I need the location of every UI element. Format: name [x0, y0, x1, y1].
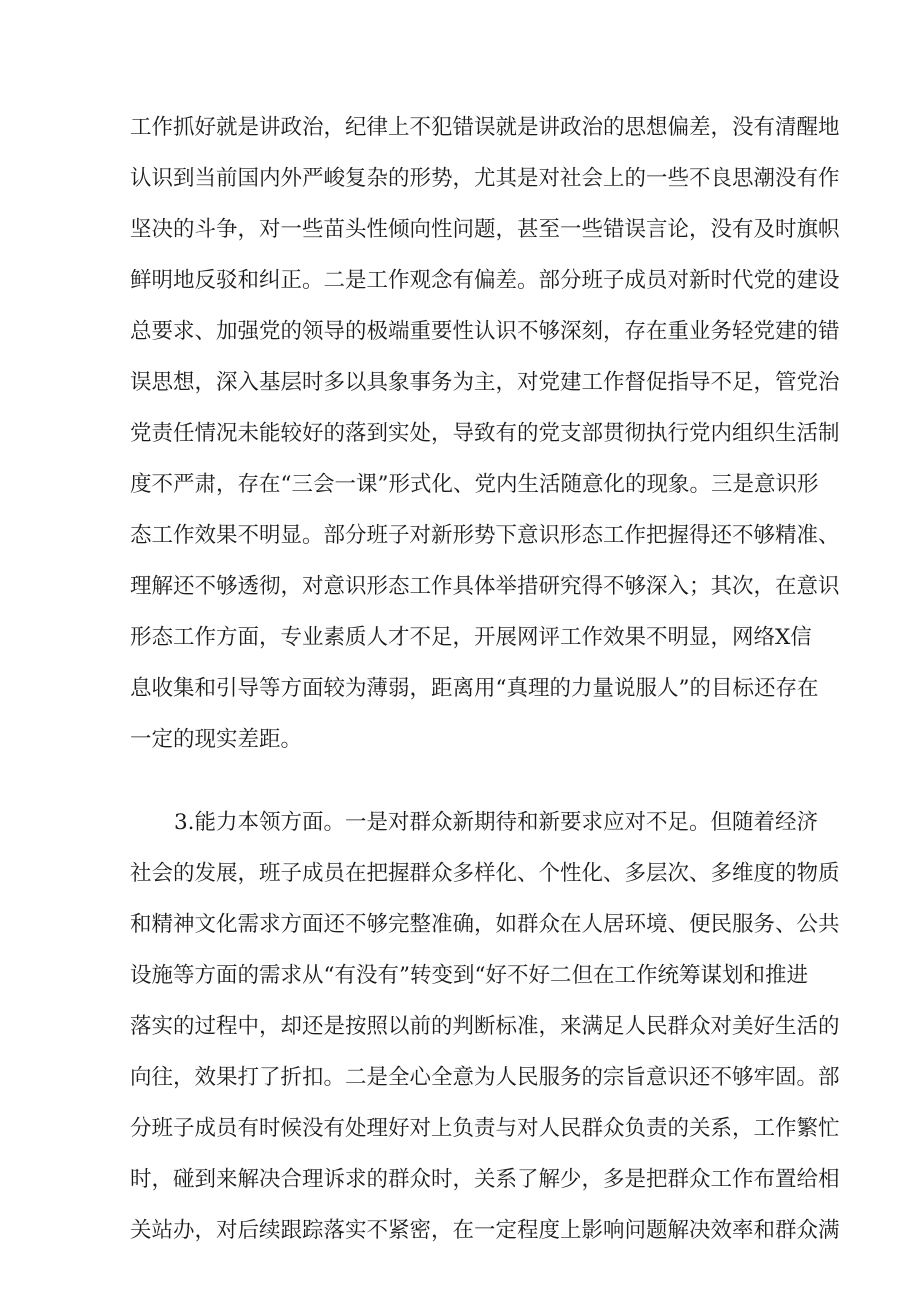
paragraph-line: 社会的发展，班子成员在把握群众多样化、个性化、多层次、多维度的物质	[130, 861, 840, 886]
paragraph-line: 态工作效果不明显。部分班子对新形势下意识形态工作把握得还不够精准、	[130, 523, 840, 548]
paragraph-line: 理解还不够透彻，对意识形态工作具体举措研究得不够深入；其次，在意识	[130, 574, 840, 599]
paragraph-line: 落实的过程中，却还是按照以前的判断标准，来满足人民群众对美好生活的	[130, 1014, 840, 1039]
paragraph-line: 党责任情况未能较好的落到实处，导致有的党支部贯彻执行党内组织生活制	[130, 421, 840, 446]
paragraph-line: 一定的现实差距。	[130, 727, 303, 752]
paragraph-line: 坚决的斗争，对一些苗头性倾向性问题，甚至一些错误言论，没有及时旗帜	[130, 217, 840, 242]
paragraph-line: 工作抓好就是讲政治，纪律上不犯错误就是讲政治的思想偏差，没有清醒地	[130, 115, 840, 140]
paragraph-line: 分班子成员有时候没有处理好对上负责与对人民群众负责的关系，工作繁忙	[130, 1116, 840, 1141]
paragraph-line: 息收集和引导等方面较为薄弱，距离用“真理的力量说服人”的目标还存在	[130, 676, 819, 701]
paragraph-line: 3.能力本领方面。一是对群众新期待和新要求应对不足。但随着经济	[174, 810, 819, 835]
paragraph-line: 向往，效果打了折扣。二是全心全意为人民服务的宗旨意识还不够牢固。部	[130, 1065, 840, 1090]
paragraph-line: 认识到当前国内外严峻复杂的形势，尤其是对社会上的一些不良思潮没有作	[130, 166, 840, 191]
paragraph-line: 和精神文化需求方面还不够完整准确，如群众在人居环境、便民服务、公共	[130, 912, 840, 937]
paragraph-line: 形态工作方面，专业素质人才不足，开展网评工作效果不明显，网络X信	[130, 625, 812, 650]
paragraph-line: 总要求、加强党的领导的极端重要性认识不够深刻，存在重业务轻党建的错	[130, 319, 840, 344]
paragraph-line: 关站办，对后续跟踪落实不紧密，在一定程度上影响问题解决效率和群众满	[130, 1218, 840, 1243]
paragraph-line: 度不严肃，存在“三会一课”形式化、党内生活随意化的现象。三是意识形	[130, 472, 819, 497]
paragraph-line: 时，碰到来解决合理诉求的群众时，关系了解少，多是把群众工作布置给相	[130, 1167, 840, 1192]
paragraph-line: 鲜明地反驳和纠正。二是工作观念有偏差。部分班子成员对新时代党的建设	[130, 268, 840, 293]
paragraph-line: 设施等方面的需求从“有没有”转变到“好不好二但在工作统筹谋划和推进	[130, 963, 808, 988]
paragraph-line: 误思想，深入基层时多以具象事务为主，对党建工作督促指导不足，管党治	[130, 370, 840, 395]
